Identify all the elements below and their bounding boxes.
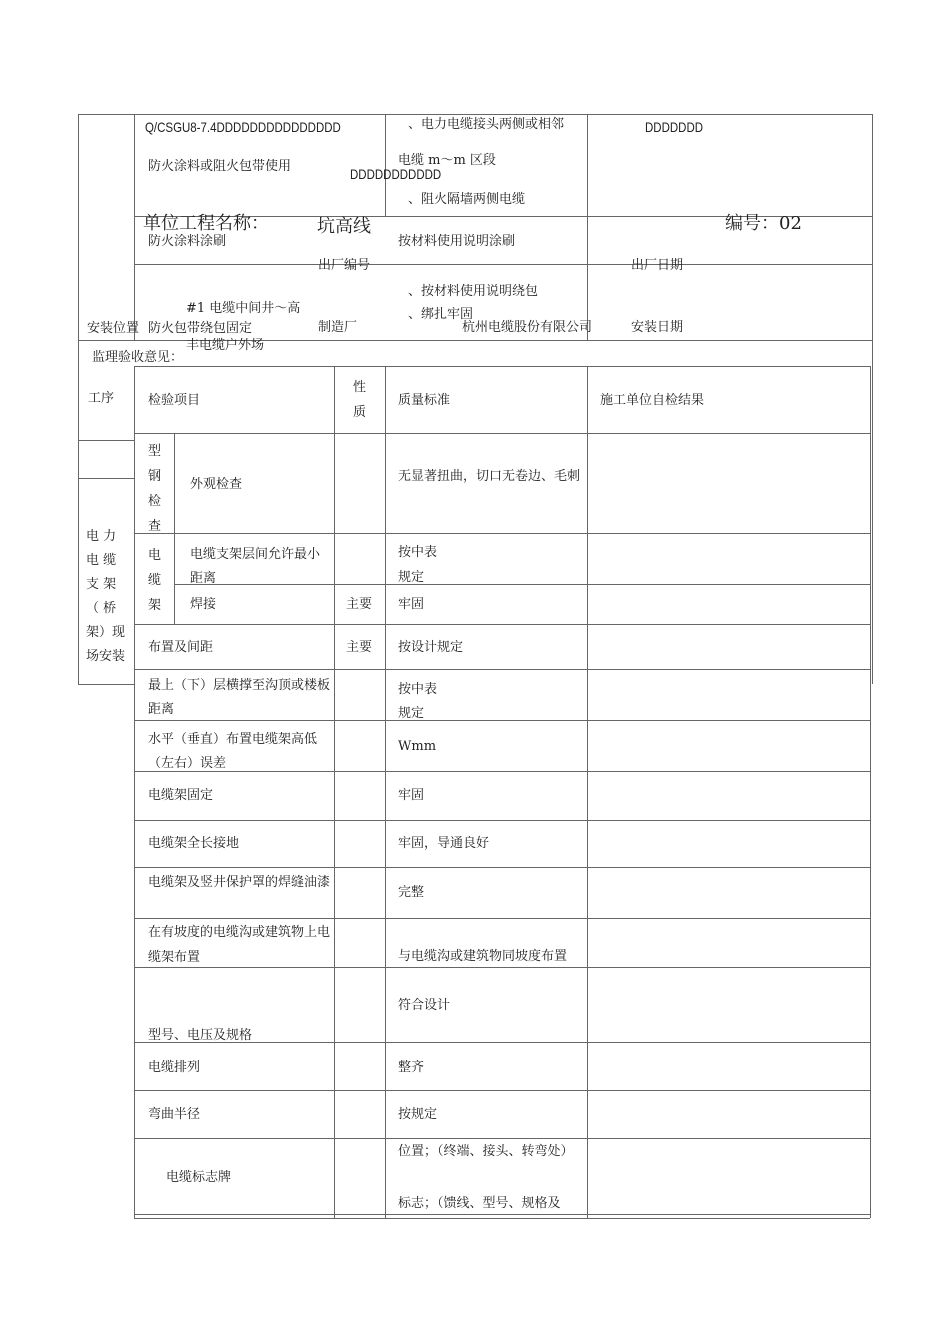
item-cable-arrangement: 电缆排列 bbox=[148, 1060, 201, 1075]
std-slope-layout: 与电缆沟或建筑物同坡度布置 bbox=[398, 949, 568, 964]
std-layout: 按设计规定 bbox=[398, 640, 464, 655]
nature-layout: 主要 bbox=[346, 640, 373, 655]
process-name-line: 电 力 bbox=[86, 529, 117, 544]
unit-name-label: 单位工程名称： bbox=[143, 213, 269, 234]
std-per-table-a: 按中表 bbox=[398, 545, 438, 560]
group-char: 查 bbox=[148, 519, 162, 534]
joint-line-2: 电缆 m～m 区段 bbox=[398, 153, 496, 168]
process-header: 工序 bbox=[88, 391, 115, 406]
item-layout: 布置及间距 bbox=[148, 640, 214, 655]
group-char: 钢 bbox=[148, 469, 162, 484]
process-name-line: 支 架 bbox=[86, 577, 117, 592]
supervision-opinion-label: 监理验收意见： bbox=[92, 350, 184, 365]
std-frame-fix: 牢固 bbox=[398, 788, 425, 803]
outdoor-site: 丰电缆户外场 bbox=[186, 338, 265, 353]
std-appearance: 无显著扭曲，切口无卷边、毛刺 bbox=[398, 469, 581, 484]
item-weld: 焊接 bbox=[190, 597, 217, 612]
item-appearance: 外观检查 bbox=[190, 477, 243, 492]
std-grounding: 牢固，导通良好 bbox=[398, 836, 490, 851]
item-frame-fix: 电缆架固定 bbox=[148, 788, 214, 803]
group-char: 电 bbox=[148, 548, 162, 563]
group-steel-check bbox=[148, 439, 161, 539]
standard-code: Q/CSGU8-7.4DDDDDDDDDDDDDDD bbox=[145, 119, 341, 135]
std-tag-mark: 标志；（馈线、型号、规格及 bbox=[398, 1196, 561, 1211]
std-bend-radius: 按规定 bbox=[398, 1107, 438, 1122]
col-header-standard: 质量标准 bbox=[398, 393, 451, 408]
unit-name-value: 坑高线 bbox=[317, 216, 371, 237]
wrap-fix-label: 防火包带绕包固定 bbox=[148, 321, 253, 336]
middle-placeholder: DDDDDDDDDDD bbox=[350, 166, 442, 182]
std-tag-position: 位置；（终端、接头、转弯处） bbox=[398, 1144, 574, 1159]
group-char: 型 bbox=[148, 444, 162, 459]
process-name-line: 架）现 bbox=[86, 625, 126, 640]
install-date-label: 安装日期 bbox=[631, 320, 684, 335]
group-cable-frame bbox=[148, 543, 161, 618]
group-char: 检 bbox=[148, 494, 162, 509]
factory-date-label: 出厂日期 bbox=[631, 258, 684, 273]
col-header-item: 检验项目 bbox=[148, 393, 201, 408]
item-level-error: 水平（垂直）布置电缆架高低（左右）误差 bbox=[148, 732, 318, 771]
cable-well-location: #1 电缆中间井～高 bbox=[186, 301, 301, 316]
std-weld-paint: 完整 bbox=[398, 885, 425, 900]
item-slope-layout: 在有坡度的电缆沟或建筑物上电缆架布置 bbox=[148, 925, 331, 965]
paint-manual: 按材料使用说明涂刷 bbox=[398, 234, 516, 249]
joint-line-1: 、电力电缆接头两侧或相邻 bbox=[408, 117, 565, 132]
item-grounding: 电缆架全长接地 bbox=[148, 836, 240, 851]
col-header-result: 施工单位自检结果 bbox=[600, 393, 705, 408]
std-rule-a: 规定 bbox=[398, 570, 425, 585]
std-per-table-b: 按中表 bbox=[398, 682, 438, 697]
item-top-distance: 最上（下）层横撑至沟顶或楼板距离 bbox=[148, 678, 331, 717]
item-spec: 型号、电压及规格 bbox=[148, 1028, 253, 1043]
nature-weld: 主要 bbox=[346, 597, 373, 612]
col-header-nature-2: 质 bbox=[353, 405, 367, 420]
fire-coating-label: 防火涂料或阻火包带使用 bbox=[148, 159, 292, 174]
item-bend-radius: 弯曲半径 bbox=[148, 1107, 201, 1122]
wrap-manual: 、按材料使用说明绕包 bbox=[408, 284, 539, 299]
std-level-error: Wmm bbox=[398, 739, 437, 754]
paint-brush-label: 防火涂料涂刷 bbox=[148, 234, 227, 249]
top-placeholder: DDDDDDD bbox=[645, 119, 704, 135]
process-name-line: （ 桥 bbox=[86, 601, 117, 616]
manufacturer-label: 制造厂 bbox=[318, 320, 358, 335]
process-name-line: 电 缆 bbox=[86, 553, 117, 568]
process-name bbox=[86, 525, 132, 669]
std-rule-b: 规定 bbox=[398, 706, 425, 721]
manufacturer-value: 杭州电缆股份有限公司 bbox=[462, 320, 593, 335]
wall-line: 、阻火隔墙两侧电缆 bbox=[408, 192, 526, 207]
process-name-line: 场安装 bbox=[86, 649, 126, 664]
std-spec: 符合设计 bbox=[398, 998, 451, 1013]
std-weld: 牢固 bbox=[398, 597, 425, 612]
item-cable-tag: 电缆标志牌 bbox=[166, 1170, 232, 1185]
group-char: 架 bbox=[148, 598, 162, 613]
tie-firm: 、绑扎牢固 bbox=[408, 307, 474, 322]
install-location-label: 安装位置 bbox=[87, 321, 140, 336]
form-number: 编号：02 bbox=[725, 213, 802, 234]
col-header-nature-1: 性 bbox=[353, 380, 367, 395]
group-char: 缆 bbox=[148, 573, 162, 588]
factory-number-label: 出厂编号 bbox=[318, 258, 371, 273]
item-layer-spacing: 电缆支架层间允许最小距离 bbox=[190, 547, 321, 586]
std-cable-arrangement: 整齐 bbox=[398, 1060, 425, 1075]
item-weld-paint: 电缆架及竖井保护罩的焊缝油漆 bbox=[148, 875, 331, 890]
